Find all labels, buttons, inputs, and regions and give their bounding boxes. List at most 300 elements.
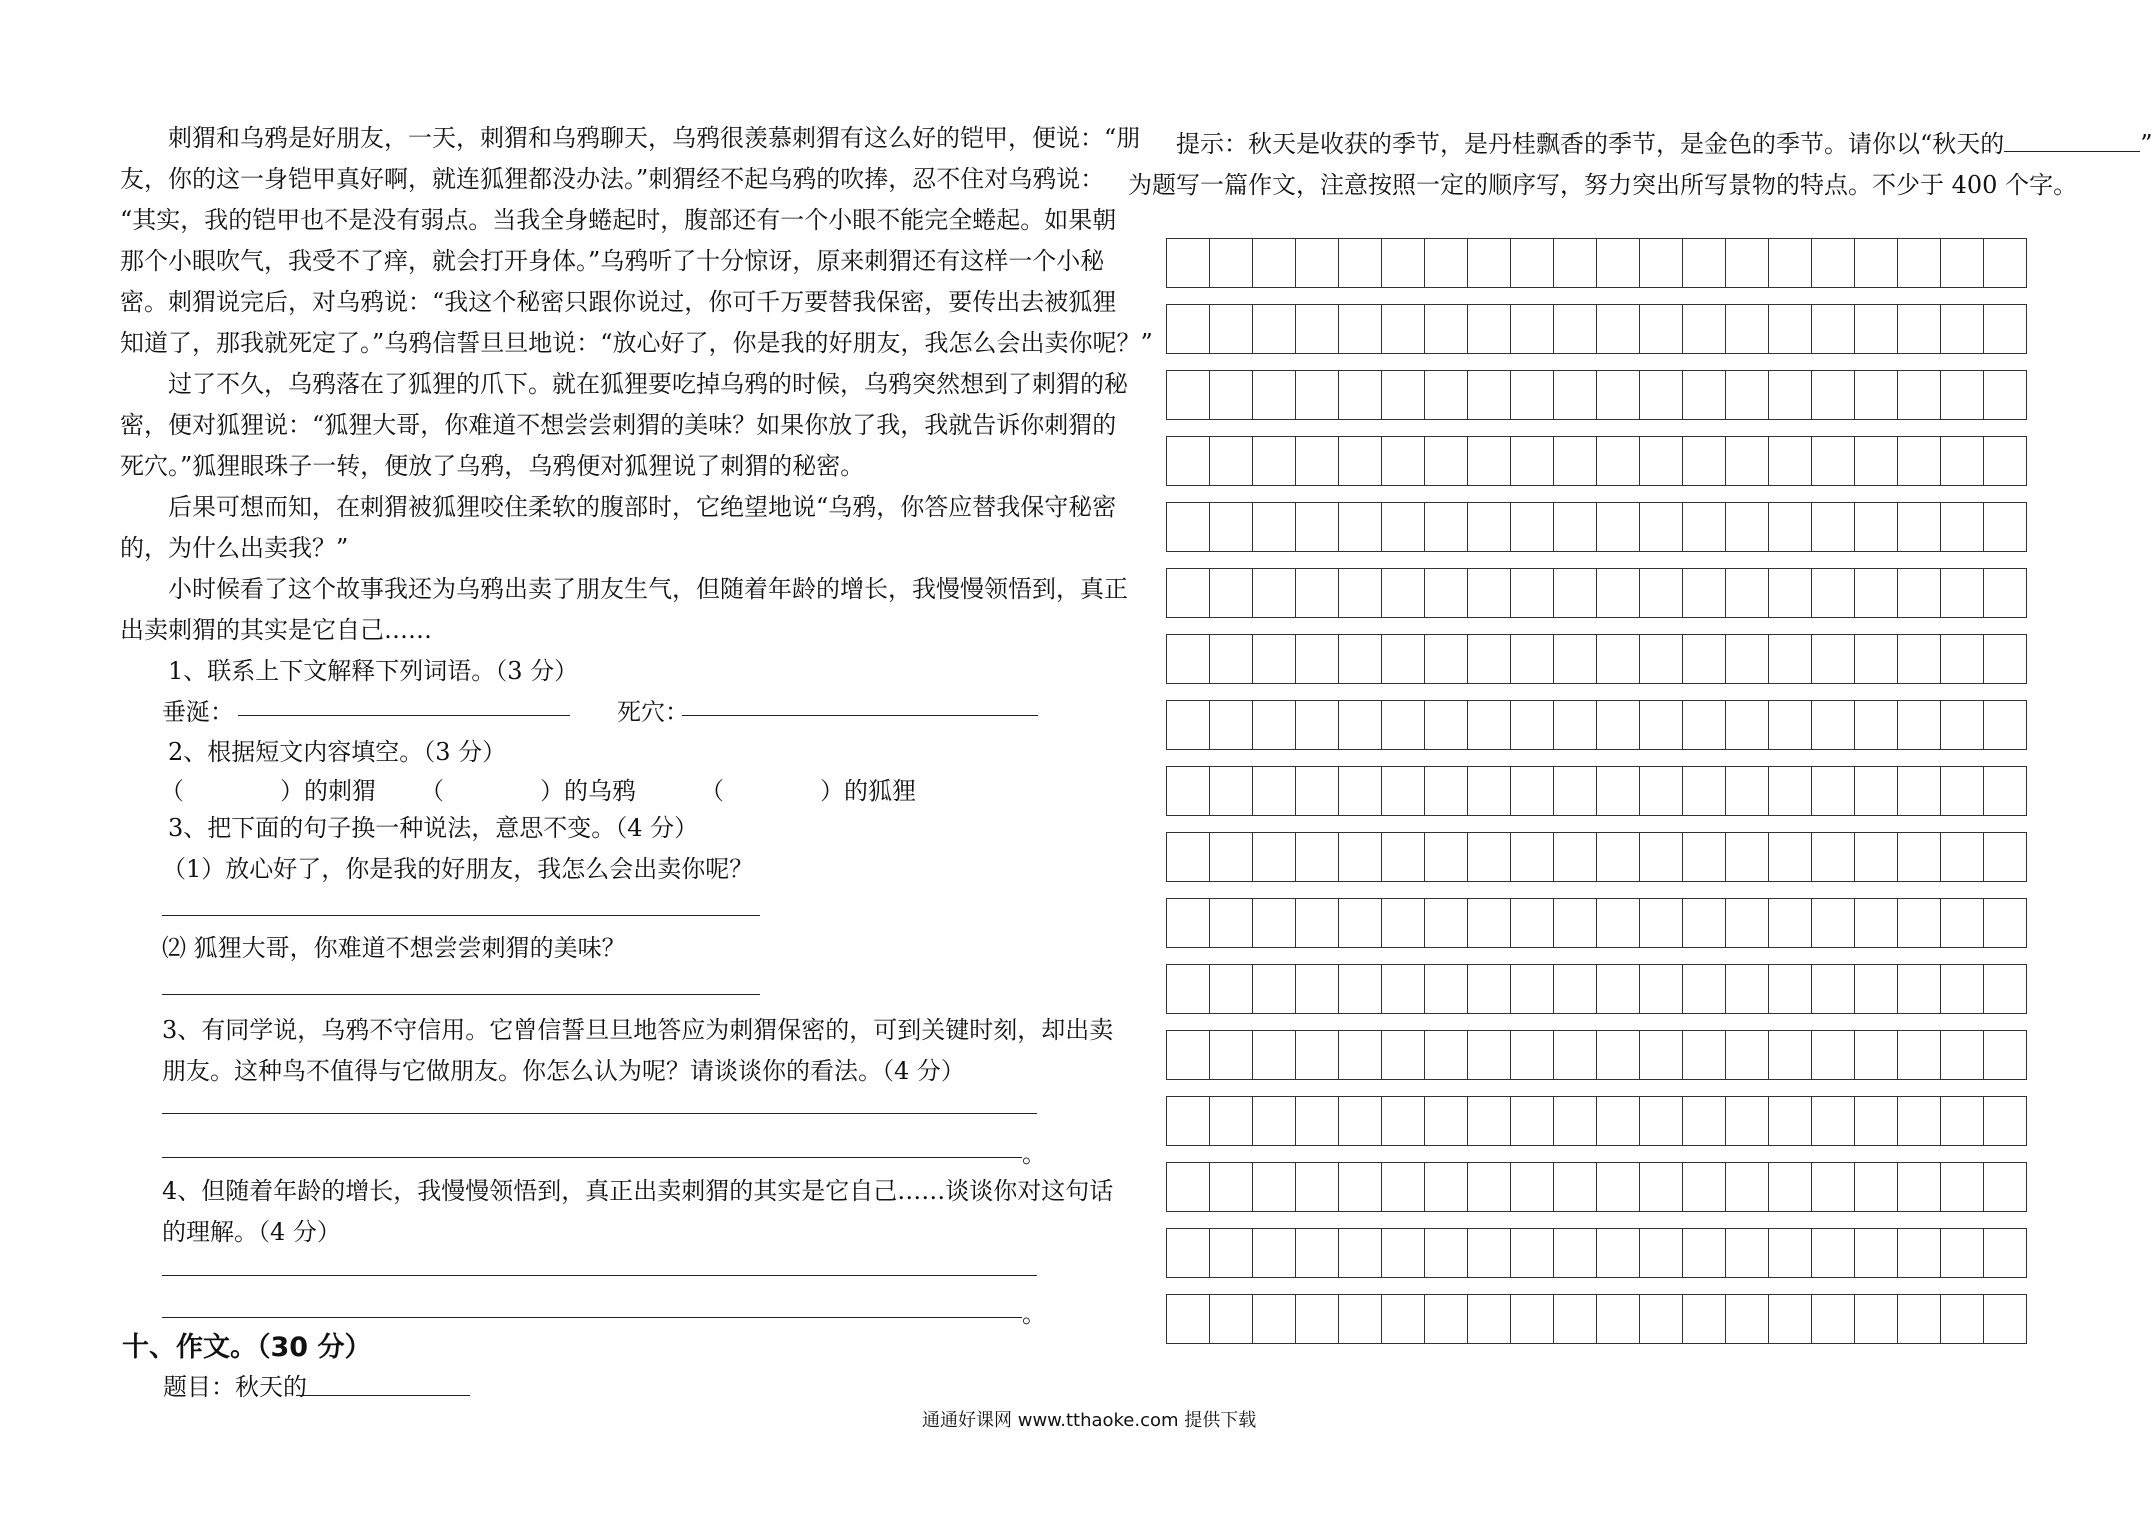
grid-cell[interactable] bbox=[1768, 634, 1811, 684]
grid-cell[interactable] bbox=[1166, 634, 1209, 684]
grid-cell[interactable] bbox=[1295, 898, 1338, 948]
grid-cell[interactable] bbox=[1682, 1162, 1725, 1212]
grid-cell[interactable] bbox=[1166, 1162, 1209, 1212]
grid-cell[interactable] bbox=[1725, 568, 1768, 618]
grid-cell[interactable] bbox=[1983, 568, 2027, 618]
grid-cell[interactable] bbox=[1639, 1228, 1682, 1278]
grid-cell[interactable] bbox=[1553, 766, 1596, 816]
grid-cell[interactable] bbox=[1467, 1294, 1510, 1344]
grid-cell[interactable] bbox=[1682, 304, 1725, 354]
grid-cell[interactable] bbox=[1209, 898, 1252, 948]
grid-cell[interactable] bbox=[1725, 766, 1768, 816]
grid-cell[interactable] bbox=[1811, 832, 1854, 882]
grid-cell[interactable] bbox=[1897, 1030, 1940, 1080]
grid-cell[interactable] bbox=[1510, 1228, 1553, 1278]
grid-cell[interactable] bbox=[1983, 634, 2027, 684]
grid-cell[interactable] bbox=[1252, 568, 1295, 618]
grid-cell[interactable] bbox=[1940, 1030, 1983, 1080]
grid-cell[interactable] bbox=[1940, 700, 1983, 750]
grid-cell[interactable] bbox=[1252, 1096, 1295, 1146]
grid-cell[interactable] bbox=[1338, 502, 1381, 552]
grid-cell[interactable] bbox=[1940, 1228, 1983, 1278]
grid-cell[interactable] bbox=[1381, 1294, 1424, 1344]
grid-cell[interactable] bbox=[1252, 1294, 1295, 1344]
grid-cell[interactable] bbox=[1252, 634, 1295, 684]
grid-cell[interactable] bbox=[1854, 766, 1897, 816]
grid-cell[interactable] bbox=[1510, 898, 1553, 948]
grid-cell[interactable] bbox=[1510, 832, 1553, 882]
grid-cell[interactable] bbox=[1725, 1162, 1768, 1212]
grid-cell[interactable] bbox=[1596, 898, 1639, 948]
grid-cell[interactable] bbox=[1553, 1096, 1596, 1146]
grid-cell[interactable] bbox=[1768, 1228, 1811, 1278]
grid-cell[interactable] bbox=[1811, 700, 1854, 750]
grid-cell[interactable] bbox=[1897, 964, 1940, 1014]
grid-cell[interactable] bbox=[1381, 766, 1424, 816]
grid-cell[interactable] bbox=[1682, 634, 1725, 684]
grid-cell[interactable] bbox=[1209, 1294, 1252, 1344]
grid-cell[interactable] bbox=[1553, 502, 1596, 552]
grid-cell[interactable] bbox=[1381, 964, 1424, 1014]
grid-cell[interactable] bbox=[1338, 700, 1381, 750]
grid-cell[interactable] bbox=[1725, 502, 1768, 552]
grid-cell[interactable] bbox=[1940, 1096, 1983, 1146]
grid-cell[interactable] bbox=[1682, 766, 1725, 816]
grid-cell[interactable] bbox=[1553, 1294, 1596, 1344]
grid-cell[interactable] bbox=[1854, 304, 1897, 354]
grid-cell[interactable] bbox=[1510, 238, 1553, 288]
grid-cell[interactable] bbox=[1639, 700, 1682, 750]
grid-cell[interactable] bbox=[1209, 964, 1252, 1014]
grid-cell[interactable] bbox=[1510, 634, 1553, 684]
grid-cell[interactable] bbox=[1295, 964, 1338, 1014]
grid-cell[interactable] bbox=[1424, 304, 1467, 354]
grid-cell[interactable] bbox=[1166, 832, 1209, 882]
grid-cell[interactable] bbox=[1940, 1162, 1983, 1212]
grid-cell[interactable] bbox=[1381, 1228, 1424, 1278]
grid-cell[interactable] bbox=[1424, 1294, 1467, 1344]
grid-cell[interactable] bbox=[1682, 700, 1725, 750]
grid-cell[interactable] bbox=[1467, 1030, 1510, 1080]
grid-cell[interactable] bbox=[1381, 898, 1424, 948]
grid-cell[interactable] bbox=[1424, 502, 1467, 552]
grid-cell[interactable] bbox=[1854, 1030, 1897, 1080]
grid-cell[interactable] bbox=[1854, 1162, 1897, 1212]
grid-cell[interactable] bbox=[1940, 370, 1983, 420]
grid-cell[interactable] bbox=[1424, 700, 1467, 750]
grid-cell[interactable] bbox=[1510, 700, 1553, 750]
grid-cell[interactable] bbox=[1811, 1096, 1854, 1146]
grid-cell[interactable] bbox=[1510, 436, 1553, 486]
grid-cell[interactable] bbox=[1166, 1228, 1209, 1278]
grid-cell[interactable] bbox=[1725, 1294, 1768, 1344]
grid-cell[interactable] bbox=[1596, 568, 1639, 618]
grid-cell[interactable] bbox=[1983, 700, 2027, 750]
grid-cell[interactable] bbox=[1897, 1228, 1940, 1278]
grid-cell[interactable] bbox=[1252, 370, 1295, 420]
q4-answer-line-1[interactable] bbox=[162, 1275, 1037, 1276]
grid-cell[interactable] bbox=[1338, 1228, 1381, 1278]
grid-cell[interactable] bbox=[1854, 238, 1897, 288]
grid-cell[interactable] bbox=[1940, 238, 1983, 288]
grid-cell[interactable] bbox=[1596, 304, 1639, 354]
grid-cell[interactable] bbox=[1209, 304, 1252, 354]
grid-cell[interactable] bbox=[1725, 1030, 1768, 1080]
grid-cell[interactable] bbox=[1467, 1162, 1510, 1212]
grid-cell[interactable] bbox=[1467, 634, 1510, 684]
grid-cell[interactable] bbox=[1510, 1096, 1553, 1146]
grid-cell[interactable] bbox=[1768, 436, 1811, 486]
grid-cell[interactable] bbox=[1424, 1162, 1467, 1212]
grid-cell[interactable] bbox=[1897, 568, 1940, 618]
grid-cell[interactable] bbox=[1639, 502, 1682, 552]
grid-cell[interactable] bbox=[1983, 1096, 2027, 1146]
grid-cell[interactable] bbox=[1295, 1228, 1338, 1278]
grid-cell[interactable] bbox=[1897, 502, 1940, 552]
grid-cell[interactable] bbox=[1467, 964, 1510, 1014]
grid-cell[interactable] bbox=[1725, 238, 1768, 288]
grid-cell[interactable] bbox=[1295, 238, 1338, 288]
grid-cell[interactable] bbox=[1467, 568, 1510, 618]
grid-cell[interactable] bbox=[1940, 1294, 1983, 1344]
grid-cell[interactable] bbox=[1166, 898, 1209, 948]
grid-cell[interactable] bbox=[1854, 634, 1897, 684]
grid-cell[interactable] bbox=[1553, 568, 1596, 618]
grid-cell[interactable] bbox=[1295, 1162, 1338, 1212]
grid-cell[interactable] bbox=[1252, 238, 1295, 288]
grid-cell[interactable] bbox=[1467, 436, 1510, 486]
grid-cell[interactable] bbox=[1682, 1030, 1725, 1080]
grid-cell[interactable] bbox=[1854, 1228, 1897, 1278]
grid-cell[interactable] bbox=[1897, 436, 1940, 486]
grid-cell[interactable] bbox=[1768, 568, 1811, 618]
grid-cell[interactable] bbox=[1682, 568, 1725, 618]
grid-cell[interactable] bbox=[1424, 1030, 1467, 1080]
grid-cell[interactable] bbox=[1768, 700, 1811, 750]
grid-cell[interactable] bbox=[1209, 1030, 1252, 1080]
grid-cell[interactable] bbox=[1596, 964, 1639, 1014]
grid-cell[interactable] bbox=[1252, 832, 1295, 882]
grid-cell[interactable] bbox=[1897, 1294, 1940, 1344]
grid-cell[interactable] bbox=[1338, 832, 1381, 882]
grid-cell[interactable] bbox=[1725, 1096, 1768, 1146]
grid-cell[interactable] bbox=[1596, 238, 1639, 288]
grid-cell[interactable] bbox=[1639, 832, 1682, 882]
grid-cell[interactable] bbox=[1209, 238, 1252, 288]
grid-cell[interactable] bbox=[1768, 1030, 1811, 1080]
grid-cell[interactable] bbox=[1381, 1162, 1424, 1212]
grid-cell[interactable] bbox=[1338, 766, 1381, 816]
grid-cell[interactable] bbox=[1725, 832, 1768, 882]
grid-cell[interactable] bbox=[1553, 964, 1596, 1014]
grid-cell[interactable] bbox=[1381, 370, 1424, 420]
grid-cell[interactable] bbox=[1381, 634, 1424, 684]
grid-cell[interactable] bbox=[1424, 832, 1467, 882]
grid-cell[interactable] bbox=[1252, 898, 1295, 948]
grid-cell[interactable] bbox=[1553, 1030, 1596, 1080]
grid-cell[interactable] bbox=[1811, 964, 1854, 1014]
grid-cell[interactable] bbox=[1381, 1096, 1424, 1146]
grid-cell[interactable] bbox=[1510, 964, 1553, 1014]
grid-cell[interactable] bbox=[1596, 502, 1639, 552]
grid-cell[interactable] bbox=[1553, 1228, 1596, 1278]
grid-cell[interactable] bbox=[1897, 238, 1940, 288]
grid-cell[interactable] bbox=[1338, 1096, 1381, 1146]
grid-cell[interactable] bbox=[1596, 700, 1639, 750]
q1-answer-line-1[interactable] bbox=[238, 715, 570, 716]
grid-cell[interactable] bbox=[1424, 898, 1467, 948]
grid-cell[interactable] bbox=[1295, 436, 1338, 486]
grid-cell[interactable] bbox=[1854, 832, 1897, 882]
grid-cell[interactable] bbox=[1639, 436, 1682, 486]
grid-cell[interactable] bbox=[1467, 370, 1510, 420]
grid-cell[interactable] bbox=[1940, 898, 1983, 948]
grid-cell[interactable] bbox=[1467, 304, 1510, 354]
grid-cell[interactable] bbox=[1854, 502, 1897, 552]
grid-cell[interactable] bbox=[1897, 898, 1940, 948]
grid-cell[interactable] bbox=[1209, 766, 1252, 816]
grid-cell[interactable] bbox=[1510, 502, 1553, 552]
grid-cell[interactable] bbox=[1166, 568, 1209, 618]
grid-cell[interactable] bbox=[1424, 568, 1467, 618]
grid-cell[interactable] bbox=[1682, 436, 1725, 486]
grid-cell[interactable] bbox=[1467, 1096, 1510, 1146]
grid-cell[interactable] bbox=[1811, 436, 1854, 486]
grid-cell[interactable] bbox=[1467, 766, 1510, 816]
grid-cell[interactable] bbox=[1940, 832, 1983, 882]
grid-cell[interactable] bbox=[1553, 832, 1596, 882]
grid-cell[interactable] bbox=[1854, 436, 1897, 486]
grid-cell[interactable] bbox=[1166, 502, 1209, 552]
grid-cell[interactable] bbox=[1811, 1030, 1854, 1080]
grid-cell[interactable] bbox=[1166, 1096, 1209, 1146]
grid-cell[interactable] bbox=[1467, 238, 1510, 288]
grid-cell[interactable] bbox=[1983, 964, 2027, 1014]
grid-cell[interactable] bbox=[1252, 766, 1295, 816]
grid-cell[interactable] bbox=[1209, 634, 1252, 684]
grid-cell[interactable] bbox=[1811, 370, 1854, 420]
grid-cell[interactable] bbox=[1467, 832, 1510, 882]
grid-cell[interactable] bbox=[1725, 436, 1768, 486]
grid-cell[interactable] bbox=[1682, 502, 1725, 552]
grid-cell[interactable] bbox=[1639, 238, 1682, 288]
grid-cell[interactable] bbox=[1639, 370, 1682, 420]
grid-cell[interactable] bbox=[1166, 1294, 1209, 1344]
grid-cell[interactable] bbox=[1209, 1162, 1252, 1212]
grid-cell[interactable] bbox=[1768, 1162, 1811, 1212]
grid-cell[interactable] bbox=[1295, 568, 1338, 618]
grid-cell[interactable] bbox=[1424, 238, 1467, 288]
grid-cell[interactable] bbox=[1295, 766, 1338, 816]
grid-cell[interactable] bbox=[1811, 898, 1854, 948]
grid-cell[interactable] bbox=[1940, 634, 1983, 684]
grid-cell[interactable] bbox=[1682, 964, 1725, 1014]
grid-cell[interactable] bbox=[1467, 502, 1510, 552]
grid-cell[interactable] bbox=[1510, 304, 1553, 354]
q2-blank-fox[interactable]: （ ）的狐狸 bbox=[700, 777, 916, 805]
grid-cell[interactable] bbox=[1811, 766, 1854, 816]
grid-cell[interactable] bbox=[1897, 370, 1940, 420]
grid-cell[interactable] bbox=[1381, 304, 1424, 354]
grid-cell[interactable] bbox=[1424, 634, 1467, 684]
grid-cell[interactable] bbox=[1596, 436, 1639, 486]
grid-cell[interactable] bbox=[1338, 1030, 1381, 1080]
grid-cell[interactable] bbox=[1252, 1162, 1295, 1212]
grid-cell[interactable] bbox=[1510, 1030, 1553, 1080]
grid-cell[interactable] bbox=[1639, 1030, 1682, 1080]
grid-cell[interactable] bbox=[1682, 1228, 1725, 1278]
grid-cell[interactable] bbox=[1381, 238, 1424, 288]
grid-cell[interactable] bbox=[1553, 1162, 1596, 1212]
grid-cell[interactable] bbox=[1854, 898, 1897, 948]
grid-cell[interactable] bbox=[1166, 304, 1209, 354]
grid-cell[interactable] bbox=[1596, 370, 1639, 420]
grid-cell[interactable] bbox=[1381, 436, 1424, 486]
grid-cell[interactable] bbox=[1209, 502, 1252, 552]
grid-cell[interactable] bbox=[1940, 964, 1983, 1014]
grid-cell[interactable] bbox=[1768, 766, 1811, 816]
grid-cell[interactable] bbox=[1682, 370, 1725, 420]
grid-cell[interactable] bbox=[1897, 766, 1940, 816]
grid-cell[interactable] bbox=[1811, 568, 1854, 618]
grid-cell[interactable] bbox=[1166, 1030, 1209, 1080]
grid-cell[interactable] bbox=[1252, 1228, 1295, 1278]
grid-cell[interactable] bbox=[1467, 1228, 1510, 1278]
grid-cell[interactable] bbox=[1940, 304, 1983, 354]
grid-cell[interactable] bbox=[1983, 304, 2027, 354]
grid-cell[interactable] bbox=[1983, 1228, 2027, 1278]
grid-cell[interactable] bbox=[1381, 1030, 1424, 1080]
grid-cell[interactable] bbox=[1725, 898, 1768, 948]
grid-cell[interactable] bbox=[1510, 568, 1553, 618]
grid-cell[interactable] bbox=[1639, 1096, 1682, 1146]
grid-cell[interactable] bbox=[1596, 832, 1639, 882]
grid-cell[interactable] bbox=[1682, 832, 1725, 882]
grid-cell[interactable] bbox=[1768, 238, 1811, 288]
grid-cell[interactable] bbox=[1768, 1096, 1811, 1146]
grid-cell[interactable] bbox=[1725, 370, 1768, 420]
grid-cell[interactable] bbox=[1983, 1162, 2027, 1212]
grid-cell[interactable] bbox=[1639, 964, 1682, 1014]
grid-cell[interactable] bbox=[1596, 1228, 1639, 1278]
grid-cell[interactable] bbox=[1596, 634, 1639, 684]
grid-cell[interactable] bbox=[1682, 898, 1725, 948]
grid-cell[interactable] bbox=[1940, 436, 1983, 486]
grid-cell[interactable] bbox=[1510, 1162, 1553, 1212]
q1-answer-line-2[interactable] bbox=[682, 715, 1038, 716]
grid-cell[interactable] bbox=[1854, 370, 1897, 420]
grid-cell[interactable] bbox=[1811, 238, 1854, 288]
grid-cell[interactable] bbox=[1940, 502, 1983, 552]
grid-cell[interactable] bbox=[1510, 766, 1553, 816]
grid-cell[interactable] bbox=[1897, 832, 1940, 882]
grid-cell[interactable] bbox=[1510, 370, 1553, 420]
grid-cell[interactable] bbox=[1338, 370, 1381, 420]
grid-cell[interactable] bbox=[1553, 436, 1596, 486]
grid-cell[interactable] bbox=[1639, 1294, 1682, 1344]
grid-cell[interactable] bbox=[1768, 832, 1811, 882]
grid-cell[interactable] bbox=[1983, 832, 2027, 882]
grid-cell[interactable] bbox=[1338, 436, 1381, 486]
grid-cell[interactable] bbox=[1725, 634, 1768, 684]
grid-cell[interactable] bbox=[1639, 898, 1682, 948]
grid-cell[interactable] bbox=[1983, 502, 2027, 552]
grid-cell[interactable] bbox=[1252, 502, 1295, 552]
grid-cell[interactable] bbox=[1209, 1096, 1252, 1146]
q4-answer-line-2[interactable] bbox=[162, 1317, 1022, 1318]
grid-cell[interactable] bbox=[1768, 304, 1811, 354]
grid-cell[interactable] bbox=[1596, 766, 1639, 816]
grid-cell[interactable] bbox=[1553, 700, 1596, 750]
grid-cell[interactable] bbox=[1811, 634, 1854, 684]
grid-cell[interactable] bbox=[1940, 568, 1983, 618]
grid-cell[interactable] bbox=[1381, 700, 1424, 750]
grid-cell[interactable] bbox=[1596, 1030, 1639, 1080]
grid-cell[interactable] bbox=[1639, 766, 1682, 816]
grid-cell[interactable] bbox=[1424, 436, 1467, 486]
grid-cell[interactable] bbox=[1811, 1162, 1854, 1212]
grid-cell[interactable] bbox=[1983, 766, 2027, 816]
grid-cell[interactable] bbox=[1381, 568, 1424, 618]
grid-cell[interactable] bbox=[1639, 304, 1682, 354]
grid-cell[interactable] bbox=[1166, 700, 1209, 750]
grid-cell[interactable] bbox=[1897, 634, 1940, 684]
grid-cell[interactable] bbox=[1983, 436, 2027, 486]
grid-cell[interactable] bbox=[1295, 700, 1338, 750]
grid-cell[interactable] bbox=[1768, 1294, 1811, 1344]
grid-cell[interactable] bbox=[1639, 1162, 1682, 1212]
grid-cell[interactable] bbox=[1252, 964, 1295, 1014]
grid-cell[interactable] bbox=[1682, 1096, 1725, 1146]
grid-cell[interactable] bbox=[1252, 304, 1295, 354]
grid-cell[interactable] bbox=[1338, 568, 1381, 618]
grid-cell[interactable] bbox=[1209, 568, 1252, 618]
grid-cell[interactable] bbox=[1897, 1096, 1940, 1146]
grid-cell[interactable] bbox=[1166, 370, 1209, 420]
grid-cell[interactable] bbox=[1209, 700, 1252, 750]
grid-cell[interactable] bbox=[1983, 1030, 2027, 1080]
grid-cell[interactable] bbox=[1424, 964, 1467, 1014]
grid-cell[interactable] bbox=[1295, 1030, 1338, 1080]
grid-cell[interactable] bbox=[1725, 964, 1768, 1014]
grid-cell[interactable] bbox=[1983, 238, 2027, 288]
grid-cell[interactable] bbox=[1682, 238, 1725, 288]
grid-cell[interactable] bbox=[1295, 832, 1338, 882]
q3b-answer-line-2[interactable] bbox=[162, 1157, 1022, 1158]
grid-cell[interactable] bbox=[1811, 1294, 1854, 1344]
grid-cell[interactable] bbox=[1467, 898, 1510, 948]
grid-cell[interactable] bbox=[1682, 1294, 1725, 1344]
grid-cell[interactable] bbox=[1510, 1294, 1553, 1344]
grid-cell[interactable] bbox=[1811, 304, 1854, 354]
grid-cell[interactable] bbox=[1338, 304, 1381, 354]
grid-cell[interactable] bbox=[1983, 1294, 2027, 1344]
hint-title-blank[interactable] bbox=[2004, 131, 2140, 152]
grid-cell[interactable] bbox=[1596, 1096, 1639, 1146]
grid-cell[interactable] bbox=[1338, 1294, 1381, 1344]
grid-cell[interactable] bbox=[1252, 1030, 1295, 1080]
grid-cell[interactable] bbox=[1596, 1162, 1639, 1212]
grid-cell[interactable] bbox=[1424, 1096, 1467, 1146]
grid-cell[interactable] bbox=[1639, 568, 1682, 618]
grid-cell[interactable] bbox=[1166, 964, 1209, 1014]
composition-grid[interactable] bbox=[1166, 238, 2027, 1360]
grid-cell[interactable] bbox=[1381, 832, 1424, 882]
grid-cell[interactable] bbox=[1811, 1228, 1854, 1278]
grid-cell[interactable] bbox=[1295, 502, 1338, 552]
grid-cell[interactable] bbox=[1768, 370, 1811, 420]
grid-cell[interactable] bbox=[1166, 766, 1209, 816]
